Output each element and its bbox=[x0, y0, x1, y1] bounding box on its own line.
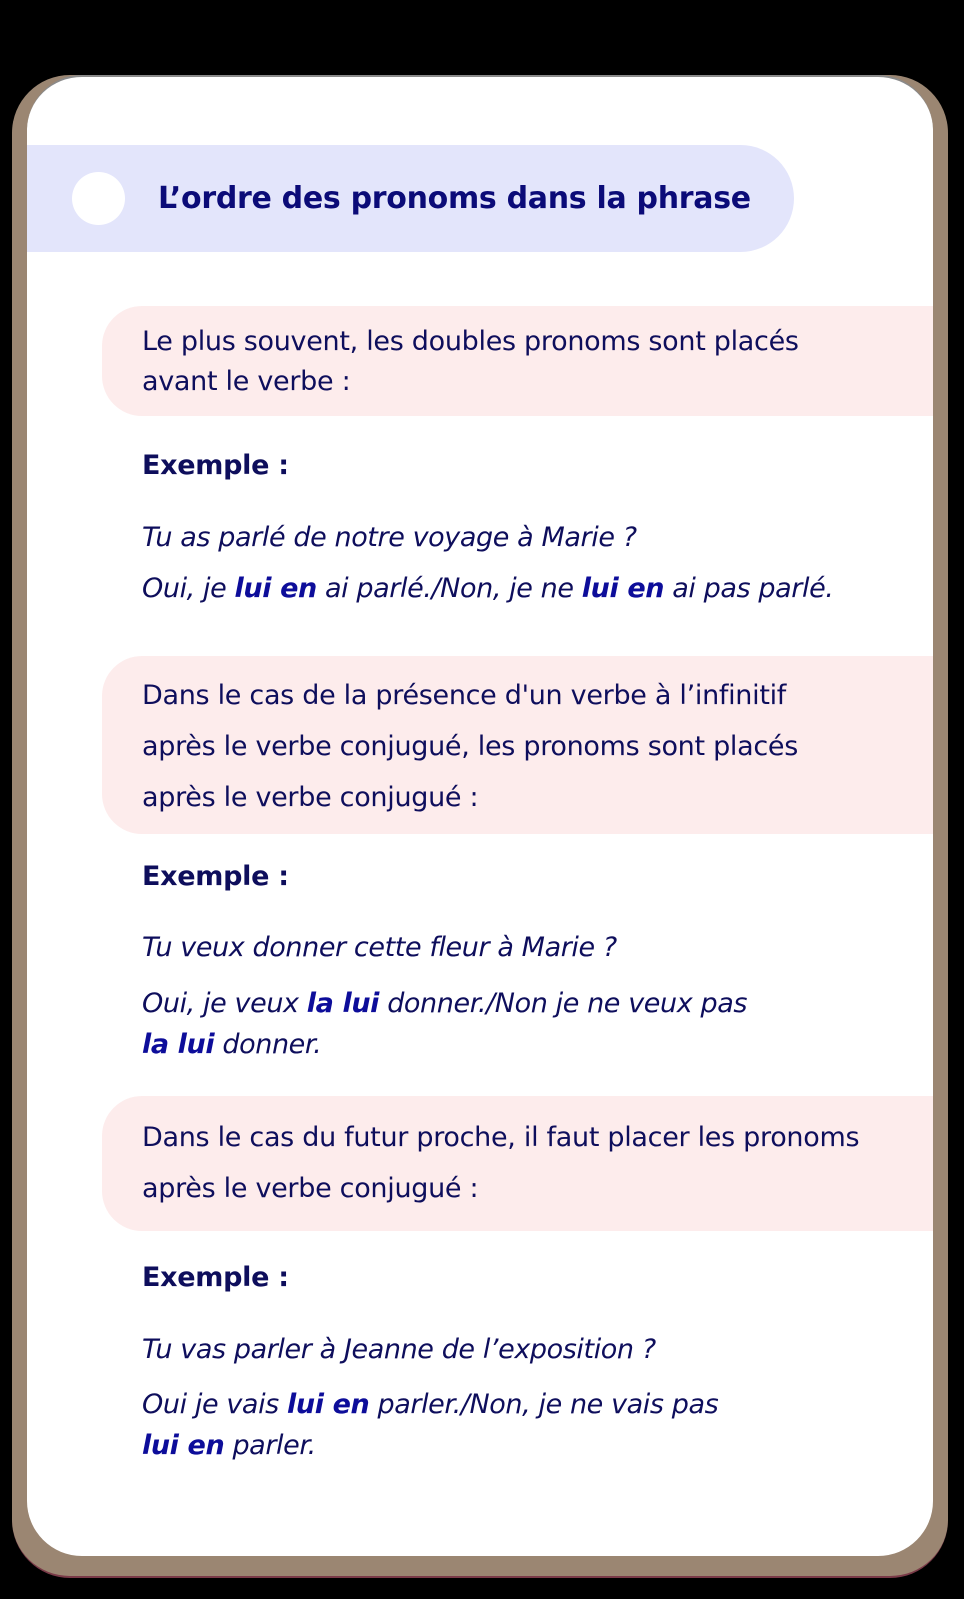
rule-line: Le plus souvent, les doubles pronoms sont placés bbox=[142, 326, 799, 357]
example-answer-2 bbox=[142, 983, 747, 1065]
example-label-2: Exemple : bbox=[142, 861, 289, 892]
pronoun-highlight: la lui bbox=[142, 1029, 215, 1060]
rule-box-3 bbox=[102, 1096, 933, 1231]
rule-line: Dans le cas de la présence d'un verbe à l’infinitif bbox=[142, 680, 787, 711]
answer-text: Oui je vais bbox=[142, 1389, 288, 1420]
answer-text: Oui, je bbox=[142, 573, 235, 604]
example-question-1: Tu as parlé de notre voyage à Marie ? bbox=[142, 522, 637, 553]
rule-line: après le verbe conjugué : bbox=[142, 1173, 479, 1204]
answer-text: parler./Non, je ne vais pas bbox=[369, 1389, 719, 1420]
example-answer-3 bbox=[142, 1384, 718, 1466]
example-question-2: Tu veux donner cette fleur à Marie ? bbox=[142, 932, 617, 963]
answer-text: Oui, je veux bbox=[142, 988, 307, 1019]
page-title: L’ordre des pronoms dans la phrase bbox=[158, 181, 751, 216]
answer-text: donner. bbox=[214, 1029, 322, 1060]
pronoun-highlight: lui en bbox=[581, 573, 665, 604]
example-label-1: Exemple : bbox=[142, 450, 289, 481]
rule-line: Dans le cas du futur proche, il faut placer les pronoms bbox=[142, 1122, 860, 1153]
rule-line: avant le verbe : bbox=[142, 366, 351, 397]
example-label-3: Exemple : bbox=[142, 1262, 289, 1293]
title-banner bbox=[27, 145, 794, 252]
rule-line: après le verbe conjugué : bbox=[142, 782, 479, 813]
rule-line: après le verbe conjugué, les pronoms sont placés bbox=[142, 731, 798, 762]
rule-box-1 bbox=[102, 306, 933, 416]
answer-text: ai pas parlé. bbox=[664, 573, 834, 604]
pronoun-highlight: lui en bbox=[142, 1430, 225, 1461]
lesson-card bbox=[27, 75, 933, 1556]
pronoun-highlight: lui en bbox=[287, 1389, 370, 1420]
pronoun-highlight: la lui bbox=[306, 988, 380, 1019]
answer-text: parler. bbox=[224, 1430, 316, 1461]
example-question-3: Tu vas parler à Jeanne de l’exposition ? bbox=[142, 1334, 656, 1365]
answer-text: donner./Non je ne veux pas bbox=[379, 988, 748, 1019]
pronoun-highlight: lui en bbox=[234, 573, 317, 604]
example-answer-1 bbox=[142, 573, 833, 604]
rule-box-2 bbox=[102, 656, 933, 834]
answer-text: ai parlé./Non, je ne bbox=[316, 573, 582, 604]
bullet-circle-icon bbox=[72, 172, 125, 225]
